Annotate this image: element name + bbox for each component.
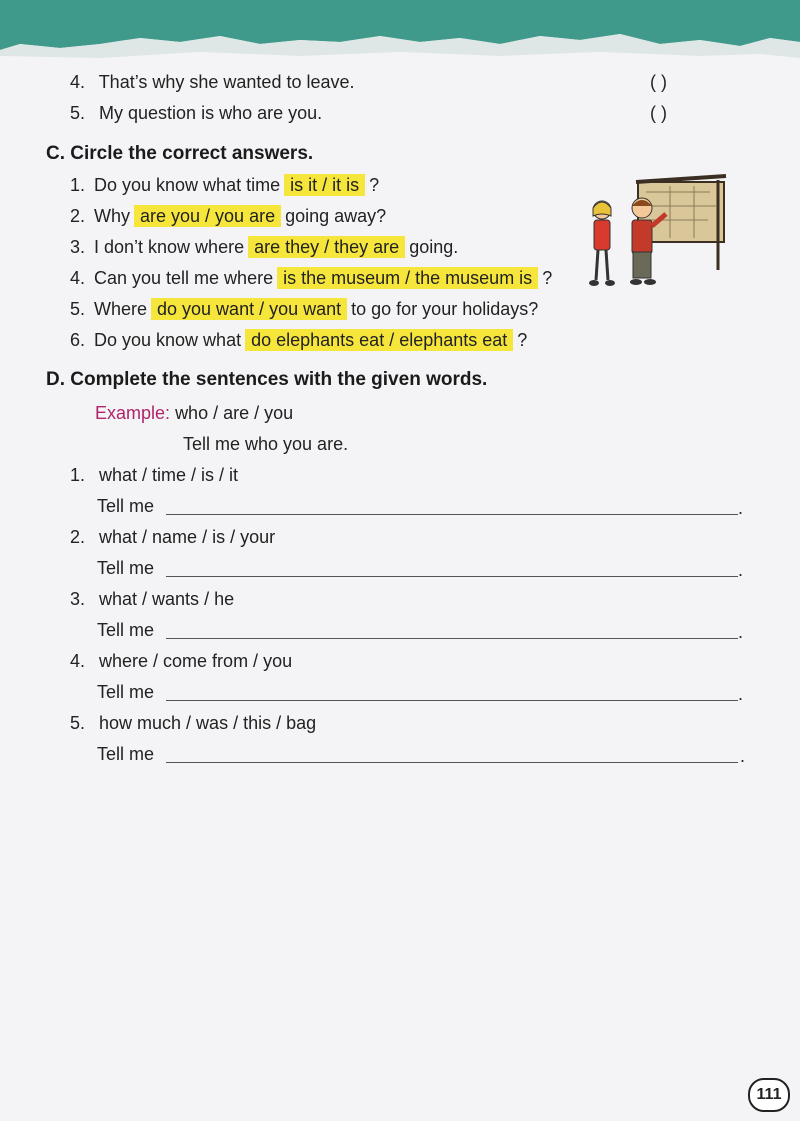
item-text: ?	[369, 175, 380, 195]
item-text: going.	[409, 237, 459, 257]
item-number: 3.	[70, 589, 86, 609]
item-number: 6.	[70, 330, 86, 350]
section-d-heading: D. Complete the sentences with the given words.	[46, 369, 488, 390]
period-mark: .	[738, 560, 744, 580]
answer-parentheses[interactable]: ( )	[650, 72, 667, 92]
item-text: Do you know what	[94, 330, 242, 350]
tell-me-prompt: Tell me	[97, 682, 155, 702]
example-words: who / are / you	[175, 403, 294, 423]
section-d-item-1	[70, 463, 238, 487]
tell-me-prompt: Tell me	[97, 744, 155, 764]
item-text: ?	[517, 330, 528, 350]
item-number: 2.	[70, 206, 86, 226]
item-text: Do you know what time	[94, 175, 281, 195]
answer-choice[interactable]: are they / they are	[248, 236, 405, 258]
section-d-item-5	[70, 711, 316, 735]
item-number: 1.	[70, 175, 86, 195]
item-number: 4.	[70, 651, 86, 671]
answer-parentheses[interactable]: ( )	[650, 103, 667, 123]
section-d-item-2	[70, 525, 275, 549]
section-c-heading: C. Circle the correct answers.	[46, 143, 314, 164]
section-d-item-3	[70, 587, 234, 611]
answer-line[interactable]	[166, 762, 738, 763]
period-mark: .	[740, 746, 746, 766]
section-d-item-4	[70, 649, 292, 673]
item-text: ?	[542, 268, 553, 288]
item-words: where / come from / you	[99, 651, 293, 671]
period-mark: .	[738, 622, 744, 642]
item-number: 5.	[70, 299, 86, 319]
example-label: Example:	[95, 403, 171, 423]
item-text: That’s why she wanted to leave.	[98, 72, 355, 92]
answer-choice[interactable]: do you want / you want	[151, 298, 347, 320]
item-number: 2.	[70, 527, 86, 547]
tell-me-prompt: Tell me	[97, 558, 155, 578]
answer-choice[interactable]: is it / it is	[284, 174, 365, 196]
answer-line[interactable]	[166, 576, 738, 577]
example-answer: Tell me who you are.	[183, 434, 349, 454]
item-text: Why	[94, 206, 130, 226]
tell-me-prompt: Tell me	[97, 496, 155, 516]
period-mark: .	[738, 498, 744, 518]
header-mountain-banner	[0, 0, 800, 70]
answer-line[interactable]	[166, 638, 738, 639]
section-c-item-5	[70, 297, 538, 321]
section-b-item-4	[70, 70, 355, 94]
period-mark: .	[738, 684, 744, 704]
section-c-item-2	[70, 204, 386, 228]
item-words: what / wants / he	[99, 589, 235, 609]
item-words: how much / was / this / bag	[99, 713, 317, 733]
girl-figure	[589, 201, 615, 286]
answer-choice[interactable]: are you / you are	[134, 205, 281, 227]
section-c-item-3	[70, 235, 458, 259]
item-number: 5.	[70, 103, 86, 123]
item-number: 1.	[70, 465, 86, 485]
item-number: 4.	[70, 72, 86, 92]
item-words: what / time / is / it	[99, 465, 239, 485]
item-number: 3.	[70, 237, 86, 257]
item-text: My question is who are you.	[99, 103, 323, 123]
section-c-item-6	[70, 328, 527, 352]
answer-choice[interactable]: do elephants eat / elephants eat	[245, 329, 513, 351]
item-text: going away?	[285, 206, 387, 226]
item-number: 4.	[70, 268, 86, 288]
children-map-board-illustration	[580, 172, 730, 300]
tell-me-prompt: Tell me	[97, 620, 155, 640]
item-number: 5.	[70, 713, 86, 733]
section-b-item-5	[70, 101, 322, 125]
item-words: what / name / is / your	[99, 527, 276, 547]
item-text: to go for your holidays?	[351, 299, 539, 319]
item-text: Can you tell me where	[94, 268, 274, 288]
section-c-item-1	[70, 173, 379, 197]
item-text: I don’t know where	[94, 237, 245, 257]
example-line	[95, 401, 293, 425]
answer-choice[interactable]: is the museum / the museum is	[277, 267, 538, 289]
answer-line[interactable]	[166, 514, 738, 515]
item-text: Where	[94, 299, 148, 319]
answer-line[interactable]	[166, 700, 738, 701]
section-c-item-4	[70, 266, 552, 290]
page-number: 111	[748, 1078, 790, 1112]
